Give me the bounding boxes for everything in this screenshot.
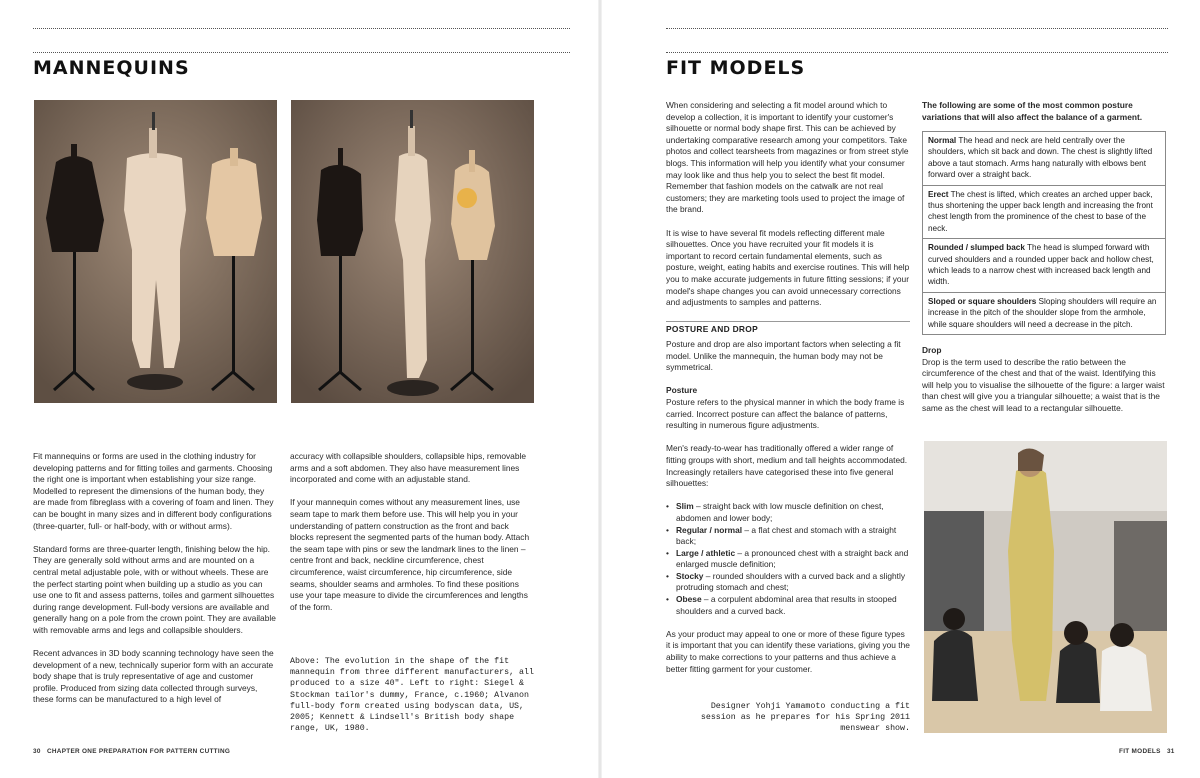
right-column-1-intro: [666, 100, 910, 309]
paragraph: As your product may appeal to one or more of these figure types it is important that you can identify these variations, giving you the ability to make corrections to your patterns and thus achieve a better fitting garment for your customer.: [666, 628, 910, 674]
heading-dotted-rule: [666, 52, 1168, 53]
paragraph: Standard forms are three-quarter length, finishing below the hip. They are generally sold without arms and are mounted on a central metal adjustable pole, with or without wheels. These are the perfect starting point when building up a studio as you can use one to fit and assess patterns, toiles and garment silhouettes during range development. Full-body versions are available and generally hang on a pole from the crown point. They are available with removable arms and legs and collapsible shoulders.: [33, 543, 276, 635]
page-number: 31: [1166, 748, 1175, 755]
paragraph: When considering and selecting a fit model around which to develop a collection, it is important to identify your customer's silhouette or normal body shape first. This can be achieved by undertaking comparative research among your competitors. Take photos and collect tearsheets from magazines or from street style blogs. This information will help you identify what your consumer may look like and thus help you to select the best fit model. Remember that fashion models on the catwalk are not real customers; they are marketing tools used to project the image of the brand.: [666, 100, 909, 215]
paragraph: Recent advances in 3D body scanning technology have seen the development of a new, technically superior form with an accurate body shape that is truly representative of age and customer profile. Produced from sizing data collected through surveys, these forms can be manufactured to a high level of: [33, 648, 274, 705]
paragraph: accuracy with collapsible shoulders, collapsible hips, removable arms and a soft abdomen. They also have measurement lines incorporated and come with an adjustable stand.: [290, 451, 527, 485]
fitting-session-photo: [924, 441, 1167, 733]
posture-block: [666, 385, 910, 431]
paragraph: It is wise to have several fit models reflecting different male silhouettes. Once you have recruited your fit models it is important to record certain fundamental elements, such as posture, weight, eating habits and exercise routines. This will help you to make accurate judgements in future fitting sessions; if your model's shape changes you can avoid unnecessary corrections and adjustments to samples and patterns.: [666, 227, 910, 308]
section-heading: POSTURE AND DROP: [666, 324, 758, 334]
posture-row: Rounded / slumped back The head is slumped forward with curved shoulders and a rounded upper back and hollow chest, which leads to a narrow chest with increased back length and width.: [923, 238, 1165, 292]
posture-row: Sloped or square shoulders Sloping shoulders will require an increase in the pitch of the shoulder slope from the armhole, while square shoulders will need a decrease in the pitch.: [923, 292, 1165, 334]
right-page: [600, 0, 1200, 778]
section-title: FIT MODELS: [1119, 748, 1161, 755]
footer: [33, 748, 230, 755]
list-item: • Obese – a corpulent abdominal area that results in stooped shoulders and a curved back.: [666, 594, 910, 617]
page-heading: FIT MODELS: [666, 57, 806, 79]
top-dotted-rule: [33, 28, 570, 29]
posture-text: Posture refers to the physical manner in which the body frame is carried. Incorrect posture can affect the balance of patterns, resulting in numerous figure adjustments.: [666, 396, 905, 431]
drop-block: [922, 345, 1166, 415]
list-item: • Slim – straight back with low muscle definition on chest, abdomen and lower body;: [666, 501, 910, 524]
drop-subheading: Drop: [922, 345, 942, 355]
drop-text: Drop is the term used to describe the ratio between the circumference of the chest and that of the waist. Identifying this will help you to visualise the silhouette of the figure: a larger waist than chest will give you a triangular silhouette; a waist that is the same as the chest will lead to a rectangular silhouette.: [922, 356, 1165, 413]
list-item: • Large / athletic – a pronounced chest with a straight back and enlarged muscle definition;: [666, 548, 910, 571]
list-item: • Stocky – rounded shoulders with a curved back and a slightly protruding stomach and chest;: [666, 571, 910, 594]
mannequin-photo-2: [291, 100, 534, 403]
silhouette-list: [666, 501, 910, 617]
chapter-title: CHAPTER ONE PREPARATION FOR PATTERN CUTTING: [46, 748, 231, 755]
top-dotted-rule: [666, 28, 1168, 29]
posture-row: Erect The chest is lifted, which creates an arched upper back, thus shortening the upper back length and increasing the front chest length from the prominence of the chest to base of the neck.: [923, 185, 1165, 239]
posture-row: Normal The head and neck are held centrally over the shoulders, which sit back and down. The chest is slightly lifted above a taut stomach. Arms hang naturally with elbows bent forward over a straight back.: [928, 136, 1153, 180]
left-column-2: [290, 451, 534, 613]
heading-dotted-rule: [33, 52, 570, 53]
left-column-1: [33, 451, 276, 706]
mannequin-photo-1: [34, 100, 277, 403]
paragraph: If your mannequin comes without any measurement lines, use seam tape to mark them before use. This will help you in your understanding of pattern construction as the front and back blocks represent the segmented parts of the human body. Attach the seam tape with pins or sew the landmark lines to the linen – centre front and back, neckline circumference, chest circumference, waist circumference, hip circumference, side seams, shoulder seams and armholes. To find these positions use your tape measure to divide the circumferences and lengths of the form.: [290, 497, 530, 612]
page-heading: MANNEQUINS: [33, 57, 190, 79]
paragraph: Men's ready-to-wear has traditionally offered a wider range of fitting groups with short, medium and tall heights accommodated. Increasingly retailers have categorised these into five general silhouettes:: [666, 443, 908, 489]
photo-caption: Designer Yohji Yamamoto conducting a fit session as he prepares for his Spring 2011 menswear show.: [700, 702, 910, 734]
fitting-session-illustration: [924, 441, 1167, 733]
section-rule: [666, 321, 910, 322]
paragraph: Posture and drop are also important factors when selecting a fit model. Unlike the mannequin, the human body may not be symmetrical.: [666, 339, 901, 373]
footer: [1119, 748, 1175, 755]
posture-subheading: Posture: [666, 385, 698, 396]
mannequin-profile-illustration: [291, 100, 534, 403]
paragraph: Fit mannequins or forms are used in the clothing industry for developing patterns and for fitting toiles and garments. Choosing the right one is important when establishing your size range. Modelled to represent the dimensions of the human body, they are made from fibreglass with a covering of foam and linen. They can be bought in many sizes and in different body configurations (three-quarter, full- or half-body, with or without arms).: [33, 451, 274, 531]
page-number: 30: [33, 748, 41, 755]
photo-caption: Above: The evolution in the shape of the fit mannequin from three different manufacturers, all produced to a size 40". Left to right: Siegel & Stockman tailor's dummy, France, c.1960; Alvanon full-body form created using bodyscan data, US, 2005; Kennett & Lindsell's British body shape range, UK, 1980.: [290, 657, 534, 734]
posture-variations-box: [922, 131, 1166, 335]
mannequin-illustration: [34, 100, 277, 403]
posture-box-intro: The following are some of the most common posture variations that will also affect the balance of a garment.: [922, 100, 1143, 122]
list-item: • Regular / normal – a flat chest and stomach with a straight back;: [666, 525, 910, 548]
right-column-1-posture: [666, 339, 910, 675]
